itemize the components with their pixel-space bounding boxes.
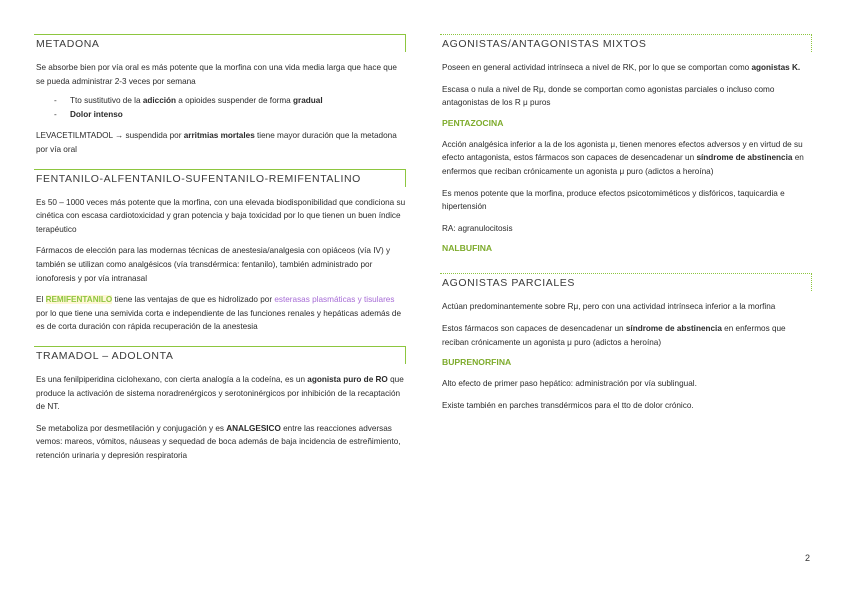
esterasas-highlight: esterasas plasmáticas y tisulares — [274, 295, 395, 305]
list-item: - Tto sustitutivo de la adicción a opioides suspender de forma gradual — [70, 94, 406, 108]
metadona-paragraph-2: LEVACETILMTADOL → suspendida por arritmias mortales tiene mayor duración que la metadona por vía oral — [36, 131, 397, 154]
mixtos-paragraph-1: Poseen en general actividad intrínseca a nivel de RK, por lo que se comportan como agonistas K. — [442, 63, 801, 72]
section-title-fentanilo: FENTANILO-ALFENTANILO-SUFENTANILO-REMIFENTALINO — [34, 169, 406, 187]
pentazocina-paragraph-3: RA: agranulocitosis — [442, 223, 513, 233]
tramadol-paragraph-2: Se metaboliza por desmetilación y conjugación y es ANALGESICO entre las reacciones adversas vemos: mareos, vómitos, náuseas y sequedad de boca además de baja incidencia de estreñimiento, retención urinaria y depresión respiratoria — [36, 423, 401, 460]
page-number: 2 — [805, 553, 811, 563]
section-title-tramadol: TRAMADOL – ADOLONTA — [34, 346, 406, 364]
drug-heading-buprenorfina: BUPRENORFINA — [442, 357, 512, 368]
section-title-mixtos: AGONISTAS/ANTAGONISTAS MIXTOS — [440, 34, 812, 52]
pentazocina-paragraph-1: Acción analgésica inferior a la de los agonista μ, tienen menores efectos adversos y en virtud de su efecto antagonista, estos fármacos son capaces de desencadenar un síndrome de abstinencia en enfermos que reciban crónicamente un agonista μ puro (adictos a heroína) — [442, 139, 804, 176]
fentanilo-paragraph-3: El REMIFENTANILO tiene las ventajas de que es hidrolizado por esterasas plasmáticas y tisulares por lo que tiene una semivida corta e independiente de las funciones renales y hepáticas además de es de corta duración con rápida recuperación de la anestesia — [36, 295, 402, 332]
fentanilo-paragraph-1: Es 50 – 1000 veces más potente que la morfina, con una elevada biodisponibilidad que condiciona su cinética con escasa cardiotoxicidad y gran potencia y baja toxicidad por lo que tienen un buen índice terapéutico — [36, 197, 406, 234]
drug-heading-nalbufina: NALBUFINA — [442, 243, 493, 254]
remifentanilo-highlight: REMIFENTANILO — [45, 295, 113, 305]
metadona-uses-list — [34, 94, 406, 121]
fentanilo-paragraph-2: Fármacos de elección para las modernas técnicas de anestesia/analgesia con opiáceos (vía IV) y también se utilizan como analgésicos (vía transdérmica: fentanilo), también administrado por ionoforesis y por vía intranasal — [36, 246, 391, 283]
pentazocina-paragraph-2: Es menos potente que la morfina, produce efectos psicotomiméticos y disfóricos, taquicardia e hipertensión — [442, 188, 785, 212]
parciales-paragraph-1: Actúan predominantemente sobre Rμ, pero con una actividad intrínseca inferior a la morfina — [442, 302, 776, 312]
left-column — [34, 34, 406, 470]
buprenorfina-paragraph-1: Alto efecto de primer paso hepático: administración por vía sublingual. — [442, 379, 697, 389]
section-title-metadona: METADONA — [34, 34, 406, 52]
tramadol-paragraph-1: Es una fenilpiperidina ciclohexano, con cierta analogía a la codeína, es un agonista puro de RO que produce la activación de sistema noradrenérgicos y serotoninérgicos por inhibición de la recaptación de NT. — [36, 374, 404, 412]
right-column — [440, 34, 812, 420]
section-title-parciales: AGONISTAS PARCIALES — [440, 273, 812, 291]
list-item: - Dolor intenso — [70, 108, 406, 122]
drug-heading-pentazocina: PENTAZOCINA — [442, 117, 504, 128]
parciales-paragraph-2: Estos fármacos son capaces de desencadenar un síndrome de abstinencia en enfermos que reciban crónicamente un agonista μ puro (adictos a heroína) — [442, 323, 786, 347]
mixtos-paragraph-2: Escasa o nula a nivel de Rμ, donde se comportan como agonistas parciales o incluso como antagonistas de los R μ puros — [442, 84, 775, 108]
metadona-paragraph-1: Se absorbe bien por vía oral es más potente que la morfina con una vida media larga que hace que se pueda administrar 2-3 veces por semana — [36, 63, 397, 86]
buprenorfina-paragraph-2: Existe también en parches transdérmicos para el tto de dolor crónico. — [442, 400, 694, 410]
